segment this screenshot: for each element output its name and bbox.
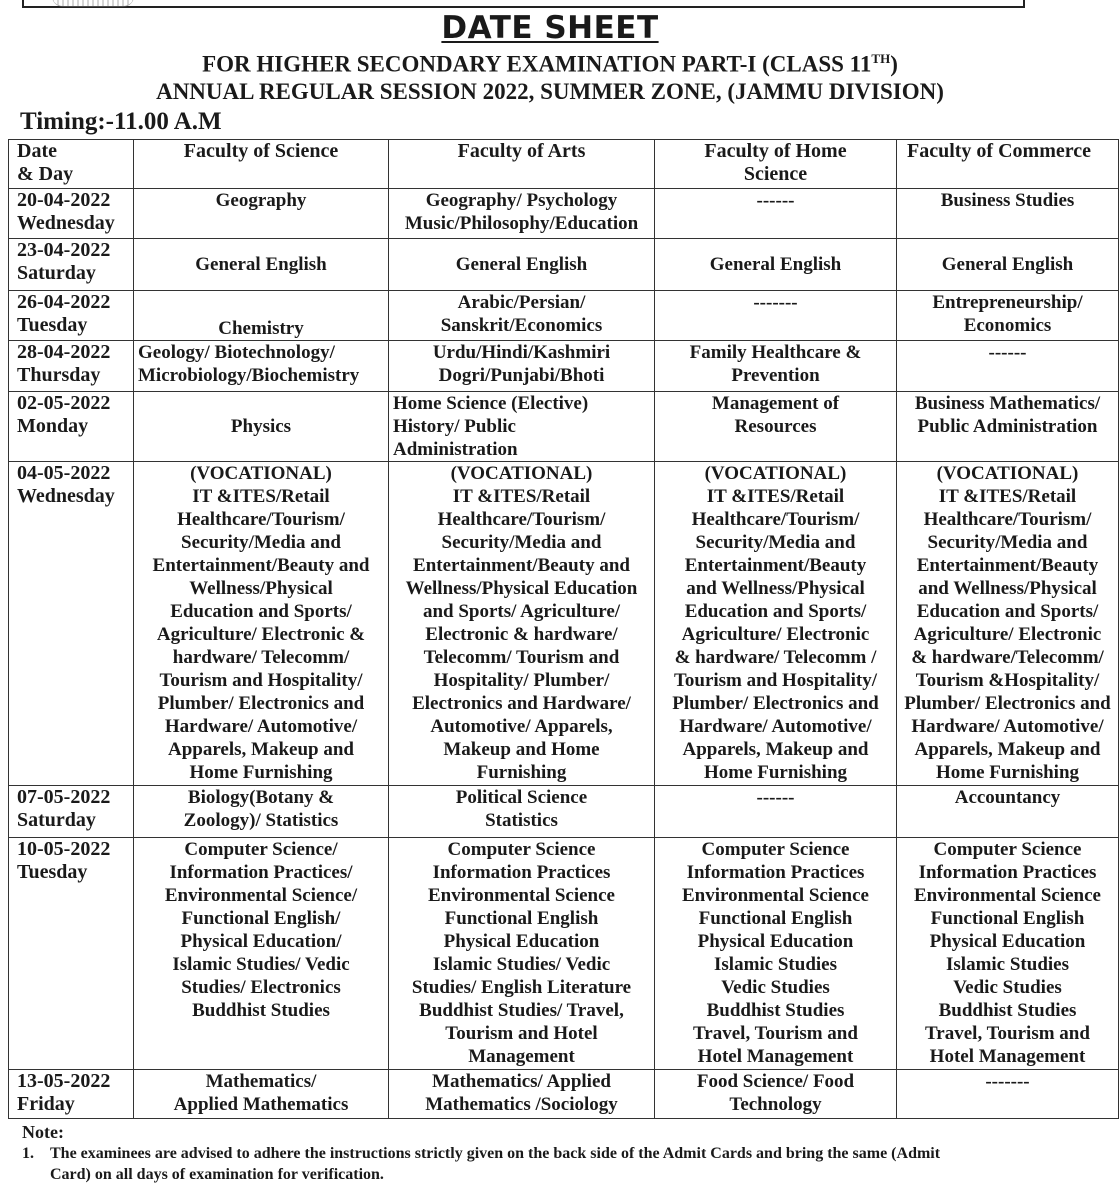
home-science-subject: General English xyxy=(655,239,897,291)
exam-day: Wednesday xyxy=(17,485,115,507)
date-cell xyxy=(9,462,134,786)
date-cell xyxy=(9,392,134,462)
header-faculty-science: Faculty of Science xyxy=(134,140,389,189)
table-row xyxy=(9,838,1119,1070)
commerce-subject: General English xyxy=(897,239,1119,291)
subtitle-line1: FOR HIGHER SECONDARY EXAMINATION PART-I (CLASS 11TH) xyxy=(202,51,898,77)
commerce-subject: Computer Science Information Practices Environmental Science Functional English Physical Education Islamic Studies Vedic Studies Buddhist Studies Travel, Tourism and Hotel Management xyxy=(897,838,1119,1070)
header-faculty-commerce: Faculty of Commerce xyxy=(897,140,1119,189)
table-row xyxy=(9,462,1119,786)
note-item xyxy=(22,1143,1092,1185)
header-faculty-arts: Faculty of Arts xyxy=(389,140,655,189)
exam-date: 13-05-2022 xyxy=(17,1070,111,1092)
exam-day: Friday xyxy=(17,1093,75,1115)
commerce-subject: Business Studies xyxy=(897,189,1119,239)
exam-date: 26-04-2022 xyxy=(17,291,111,313)
note-number: 1. xyxy=(22,1145,34,1162)
top-frame xyxy=(22,0,1025,8)
table-row xyxy=(9,189,1119,239)
table-row xyxy=(9,239,1119,291)
table-row xyxy=(9,291,1119,341)
exam-day: Saturday xyxy=(17,262,96,284)
commerce-subject: Accountancy xyxy=(897,786,1119,838)
date-cell xyxy=(9,189,134,239)
note-text-continued: Card) on all days of examination for verification. xyxy=(50,1166,384,1183)
date-sheet-table xyxy=(8,139,1119,1119)
exam-day: Wednesday xyxy=(17,212,115,234)
subtitle-line2: ANNUAL REGULAR SESSION 2022, SUMMER ZONE, (JAMMU DIVISION) xyxy=(156,79,944,104)
science-subject: Computer Science/ Information Practices/ Environmental Science/ Functional English/ Physical Education/ Islamic Studies/ Vedic Studies/ Electronics Buddhist Studies xyxy=(134,838,389,1070)
science-subject: General English xyxy=(134,239,389,291)
exam-day: Thursday xyxy=(17,364,101,386)
exam-date: 28-04-2022 xyxy=(17,341,111,363)
table-row xyxy=(9,1070,1119,1119)
arts-subject: Urdu/Hindi/Kashmiri Dogri/Punjabi/Bhoti xyxy=(389,341,655,392)
arts-subject: Mathematics/ Applied Mathematics /Sociology xyxy=(389,1070,655,1119)
exam-day: Tuesday xyxy=(17,861,88,883)
home-science-subject: Computer Science Information Practices Environmental Science Functional English Physical Education Islamic Studies Vedic Studies Buddhist Studies Travel, Tourism and Hotel Management xyxy=(655,838,897,1070)
date-cell xyxy=(9,239,134,291)
science-subject: (VOCATIONAL) IT &ITES/Retail Healthcare/Tourism/ Security/Media and Entertainment/Beauty and Wellness/Physical Education and Sports/ Agriculture/ Electronic & hardware/ Telecomm/ Tourism and Hospitality/ Plumber/ Electronics and Hardware/ Automotive/ Apparels, Makeup and Home Furnishing xyxy=(134,462,389,786)
exam-date: 23-04-2022 xyxy=(17,239,111,261)
exam-date: 07-05-2022 xyxy=(17,786,111,808)
science-subject: Geography xyxy=(134,189,389,239)
date-cell xyxy=(9,291,134,341)
table-row xyxy=(9,392,1119,462)
arts-subject: Political Science Statistics xyxy=(389,786,655,838)
header-row xyxy=(9,140,1119,189)
date-cell xyxy=(9,838,134,1070)
exam-day: Saturday xyxy=(17,809,96,831)
date-cell xyxy=(9,786,134,838)
date-cell xyxy=(9,341,134,392)
science-subject: Geology/ Biotechnology/ Microbiology/Biochemistry xyxy=(134,341,389,392)
table-row xyxy=(9,341,1119,392)
arts-subject: Arabic/Persian/ Sanskrit/Economics xyxy=(389,291,655,341)
commerce-subject: Entrepreneurship/ Economics xyxy=(897,291,1119,341)
exam-day: Tuesday xyxy=(17,314,88,336)
science-subject: Physics xyxy=(134,392,389,462)
home-science-subject: Management of Resources xyxy=(655,392,897,462)
arts-subject: (VOCATIONAL) IT &ITES/Retail Healthcare/Tourism/ Security/Media and Entertainment/Beauty and Wellness/Physical Education and Sports/ Agriculture/ Electronic & hardware/ Telecomm/ Tourism and Hospitality/ Plumber/ Electronics and Hardware/ Automotive/ Apparels, Makeup and Home Furnishing xyxy=(389,462,655,786)
arts-subject: Home Science (Elective) History/ Public Administration xyxy=(389,392,655,462)
science-subject: Mathematics/ Applied Mathematics xyxy=(134,1070,389,1119)
arts-subject: Computer Science Information Practices Environmental Science Functional English Physical Education Islamic Studies/ Vedic Studies/ English Literature Buddhist Studies/ Travel, Tourism and Hotel Management xyxy=(389,838,655,1070)
board-logo-fragment xyxy=(52,0,134,7)
home-science-subject: ------- xyxy=(655,291,897,341)
commerce-subject: Business Mathematics/ Public Administration xyxy=(897,392,1119,462)
page-title: DATE SHEET xyxy=(441,10,659,46)
home-science-subject: Food Science/ Food Technology xyxy=(655,1070,897,1119)
arts-subject: Geography/ Psychology Music/Philosophy/Education xyxy=(389,189,655,239)
commerce-subject: ------ xyxy=(897,341,1119,392)
home-science-subject: ------ xyxy=(655,189,897,239)
science-subject: Chemistry xyxy=(134,291,389,341)
note-text: The examinees are advised to adhere the instructions strictly given on the back side of the Admit Cards and bring the same (Admit xyxy=(50,1145,941,1162)
home-science-subject: (VOCATIONAL) IT &ITES/Retail Healthcare/Tourism/ Security/Media and Entertainment/Beauty and Wellness/Physical Education and Sports/ Agriculture/ Electronic & hardware/ Telecomm / Tourism and Hospitality/ Plumber/ Electronics and Hardware/ Automotive/ Apparels, Makeup and Home Furnishing xyxy=(655,462,897,786)
header-faculty-home-science: Faculty of Home Science xyxy=(655,140,897,189)
commerce-subject: ------- xyxy=(897,1070,1119,1119)
arts-subject: General English xyxy=(389,239,655,291)
science-subject: Biology(Botany & Zoology)/ Statistics xyxy=(134,786,389,838)
note-label: Note: xyxy=(22,1122,64,1142)
exam-date: 20-04-2022 xyxy=(17,189,111,211)
exam-day: Monday xyxy=(17,415,89,437)
exam-date: 10-05-2022 xyxy=(17,838,111,860)
header-date-day: Date & Day xyxy=(9,140,134,189)
home-science-subject: ------ xyxy=(655,786,897,838)
date-cell xyxy=(9,1070,134,1119)
exam-date: 04-05-2022 xyxy=(17,462,111,484)
home-science-subject: Family Healthcare & Prevention xyxy=(655,341,897,392)
commerce-subject: (VOCATIONAL) IT &ITES/Retail Healthcare/Tourism/ Security/Media and Entertainment/Beauty and Wellness/Physical Education and Sports/ Agriculture/ Electronic & hardware/Telecomm/ Tourism &Hospitality/ Plumber/ Electronics and Hardware/ Automotive/ Apparels, Makeup and Home Furnishing xyxy=(897,462,1119,786)
exam-timing: Timing:-11.00 A.M xyxy=(20,108,222,135)
exam-date: 02-05-2022 xyxy=(17,392,111,414)
table-row xyxy=(9,786,1119,838)
